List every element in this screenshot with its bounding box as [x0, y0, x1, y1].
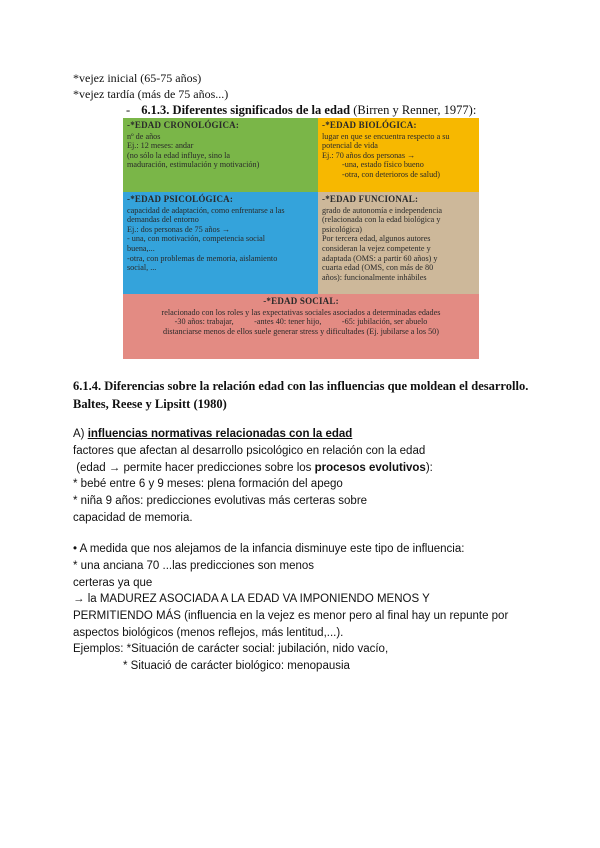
text-line: factores que afectan al desarrollo psicológico en relación con la edad [73, 445, 426, 457]
text-line: PERMITIENDO MÁS (influencia en la vejez es menor pero al final hay un repunte por [73, 610, 509, 622]
cell-line: grado de autonomía e independencia [322, 205, 443, 215]
cell-line: -otra, con deterioros de salud) [342, 169, 440, 179]
text-span-bold: procesos evolutivos [314, 462, 426, 474]
cell-line: lugar en que se encuentra respecto a su [322, 131, 450, 141]
text-line: aspectos biológicos (menos reflejos, más lentitud,...). [73, 627, 344, 639]
age-meanings-table [123, 118, 479, 359]
cell-line: - una, con motivación, competencia social [127, 234, 266, 244]
cell-line: Ej.: 70 años dos personas → [322, 150, 416, 160]
cell-line: capacidad de adaptación, como enfrentarse a las [127, 205, 285, 215]
cell-title: -*EDAD PSICOLÓGICA: [127, 194, 234, 204]
cell-line: adaptada (OMS: a partir 60 años) y [322, 253, 438, 263]
cell-edad-psicologica [123, 192, 318, 294]
cell-title: -*EDAD FUNCIONAL: [322, 194, 419, 204]
cell-line: (no sólo la edad influye, sino la [127, 150, 231, 160]
text-span: ): [425, 462, 433, 474]
part-a-title: influencias normativas relacionadas con la edad [87, 428, 353, 440]
text-line: capacidad de memoria. [73, 512, 193, 524]
cell-line: distanciarse menos de ellos suele generar stress y dificultades (Ej. jubilarse a los 50) [162, 326, 440, 336]
cell-line: social, ... [127, 263, 157, 273]
text-line: * una anciana 70 ...las predicciones son menos [73, 560, 315, 572]
cell-title: -*EDAD BIOLÓGICA: [322, 120, 417, 130]
text-line: Ejemplos: *Situación de carácter social: jubilación, nido vacío, [73, 643, 389, 655]
section-6-1-4-authors: Baltes, Reese y Lipsitt (1980) [73, 397, 227, 411]
text-line: → la MADUREZ ASOCIADA A LA EDAD VA IMPONIENDO MENOS Y [73, 593, 430, 605]
cell-line: -otra, con problemas de memoria, aislamiento [127, 253, 278, 263]
cell-line: -una, estado físico bueno [342, 160, 424, 170]
section-6-1-3-heading [126, 103, 476, 118]
cell-line: nº de años [127, 131, 161, 141]
cell-line: consideran la vejez competente y [322, 243, 431, 253]
text-line: • A medida que nos alejamos de la infancia disminuye este tipo de influencia: [73, 543, 465, 555]
text-line: * Situació de carácter biológico: menopausia [123, 660, 350, 672]
cell-edad-social [123, 294, 479, 359]
text-line: certeras ya que [73, 577, 153, 589]
section-6-1-3-title: 6.1.3. Diferentes significados de la edad [141, 103, 351, 117]
cell-line: cuarta edad (OMS, con más de 80 [322, 263, 434, 273]
heading-bullet: - [126, 103, 131, 117]
cell-line: potencial de vida [322, 141, 378, 151]
cell-title: -*EDAD SOCIAL: [263, 296, 339, 306]
section-6-1-4-title: 6.1.4. Diferencias sobre la relación edad con las influencias que moldean el desarrollo. [73, 379, 529, 393]
cell-edad-funcional [318, 192, 479, 294]
text-line-procesos [73, 460, 433, 477]
cell-line: Por tercera edad, algunos autores [322, 234, 431, 244]
cell-line: maduración, estimulación y motivación) [127, 160, 260, 170]
text-span: (edad → permite hacer predicciones sobre los [73, 462, 315, 474]
section-6-1-3-citation: (Birren y Renner, 1977): [353, 103, 477, 117]
text-line: * bebé entre 6 y 9 meses: plena formación del apego [73, 478, 343, 490]
cell-line: demandas del entorno [127, 215, 199, 225]
part-a-heading [73, 426, 352, 443]
cell-line: psicológica) [322, 224, 363, 234]
intro-line-2: *vejez tardía (más de 75 años...) [73, 87, 229, 101]
cell-edad-biologica [318, 118, 479, 192]
cell-line: -30 años: trabajar, -antes 40: tener hijo, -65: jubilación, ser abuelo [174, 317, 428, 327]
cell-line: (relacionada con la edad biológica y [322, 215, 441, 225]
cell-line: Ej.: 12 meses: andar [127, 141, 194, 151]
cell-line: Ej.: dos personas de 75 años → [127, 224, 231, 234]
cell-line: años): funcionalmente inhábiles [322, 272, 427, 282]
intro-line-1: *vejez inicial (65-75 años) [73, 71, 202, 85]
part-a-label: A) [73, 428, 85, 440]
text-line: * niña 9 años: predicciones evolutivas más certeras sobre [73, 495, 368, 507]
cell-line: buena,... [127, 243, 155, 253]
cell-line: relacionado con los roles y las expectativas sociales asociados a determinadas edades [161, 307, 441, 317]
cell-edad-cronologica [123, 118, 318, 192]
cell-title: -*EDAD CRONOLÓGICA: [127, 120, 240, 130]
